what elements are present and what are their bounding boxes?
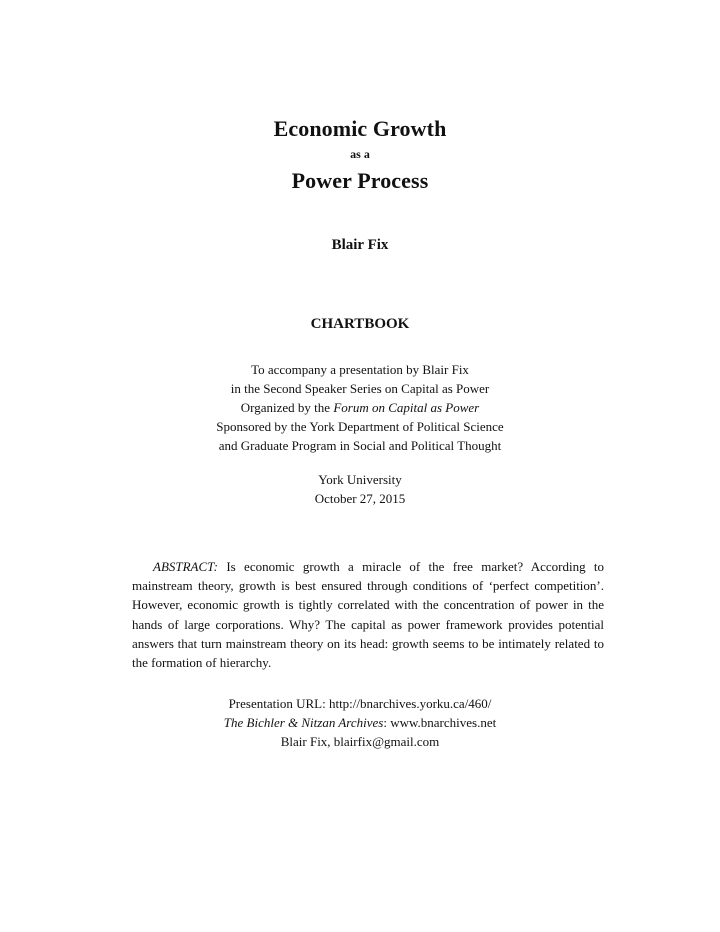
venue-date: October 27, 2015 <box>314 491 406 506</box>
footer-block <box>0 694 720 751</box>
presentation-context <box>0 360 720 455</box>
context-line: in the Second Speaker Series on Capital as Power <box>230 381 490 396</box>
context-line: To accompany a presentation by Blair Fix <box>251 362 469 377</box>
forum-name: Forum on Capital as Power <box>333 400 480 415</box>
abstract-label: ABSTRACT: <box>153 559 219 574</box>
archives-name: The Bichler & Nitzan Archives <box>223 715 384 730</box>
title-connector: as a <box>350 147 370 161</box>
abstract-text: Is economic growth a miracle of the free market? According to mainstream theory, growth is best ensured through conditions of ‘perfect competition’. However, economic growth is tightly correlated with the concentration of power in the hands of large corporations. Why? The capital as power framework provides potential answers that turn mainstream theory on its head: growth seems to be intimately related to the formation of hierarchy. <box>132 559 605 671</box>
chartbook-heading: CHARTBOOK <box>310 316 410 332</box>
contact-email: Blair Fix, blairfix@gmail.com <box>280 734 440 749</box>
venue-institution: York University <box>318 472 402 487</box>
archives-line <box>0 713 720 732</box>
title-line-2: Power Process <box>291 168 429 193</box>
archives-url: : www.bnarchives.net <box>383 715 497 730</box>
context-line: Sponsored by the York Department of Political Science <box>216 419 504 434</box>
context-line <box>0 398 720 417</box>
venue-block <box>0 470 720 508</box>
context-prefix: Organized by the <box>240 400 334 415</box>
presentation-url: Presentation URL: http://bnarchives.yorku.ca/460/ <box>228 696 492 711</box>
title-line-1: Economic Growth <box>273 116 447 141</box>
author-name: Blair Fix <box>331 237 389 253</box>
context-line: and Graduate Program in Social and Political Thought <box>218 438 502 453</box>
abstract-paragraph <box>132 557 604 672</box>
